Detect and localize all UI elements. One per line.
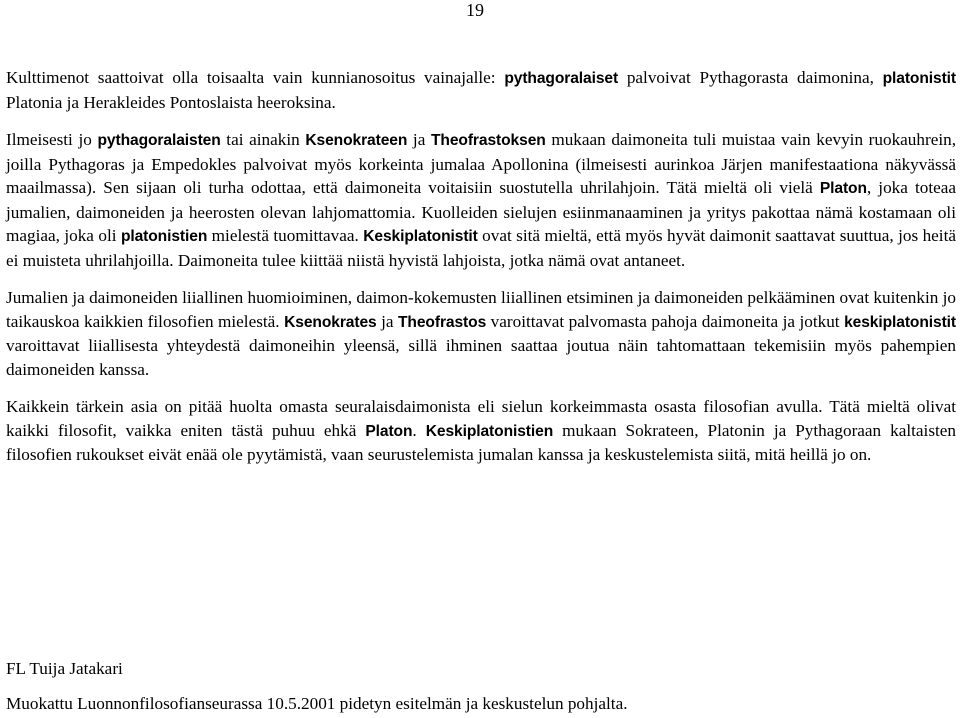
text-run: , joka toteaa jumalien, daimoneiden ja heerosten olevan lahjomattomia. Kuolleiden sielujen esiinmanaaminen ja yritys pakottaa nämä kostamaan oli magiaa, joka oli bbox=[6, 178, 957, 245]
text-run: palvoivat Pythagorasta daimonina, bbox=[618, 68, 883, 87]
paragraph-3 bbox=[6, 286, 956, 381]
text-run: ovat sitä mieltä, että myös hyvät daimonit saattavat suuttua, jos heitä ei muisteta uhrilahjoilla. Daimoneita tulee kiittää niistä hyvistä lahjoista, jotka nämä ovat antaneet. bbox=[6, 226, 956, 270]
source-note: Muokattu Luonnonfilosofianseurassa 10.5.2001 pidetyn esitelmän ja keskustelun pohjalta. bbox=[6, 694, 628, 713]
bold-term: Ksenokrates bbox=[284, 313, 377, 331]
bold-term: Platon bbox=[365, 422, 413, 440]
paragraph-2 bbox=[6, 128, 956, 272]
text-run: mielestä tuomittavaa. bbox=[207, 226, 364, 245]
bold-term: platonistien bbox=[120, 228, 208, 245]
bold-term: keskiplatonistit bbox=[844, 313, 956, 331]
bold-term: Keskiplatonistien bbox=[425, 422, 554, 440]
text-run: Kaikkein tärkein asia on pitää huolta omasta seuralaisdaimonista eli sielun korkeimmasta osasta filosofian avulla. Tätä mieltä olivat kaikki filosofit, vaikka eniten tästä puhuu ehkä bbox=[6, 397, 956, 440]
text-run: ja bbox=[376, 311, 398, 331]
paragraph-4 bbox=[6, 395, 956, 467]
text-run: ja bbox=[407, 130, 431, 149]
paragraph-1 bbox=[6, 66, 956, 114]
article-body bbox=[6, 66, 956, 467]
text-run: mukaan Sokrateen, Platonin ja Pythagoraan kaltaisten filosofien rukoukset eivät enää ole pyytämistä, vaan seurustelemista jumalan kanssa ja keskustelemista siitä, mitä heillä jo on. bbox=[6, 420, 957, 464]
page-number: 19 bbox=[466, 0, 484, 20]
bold-term: Ksenokrateen bbox=[305, 132, 408, 149]
text-run: varoittavat liiallisesta yhteydestä daimoneihin yleensä, sillä ihminen saattaa joutua näin tahtomattaan tekemisiin myös pahempien daimoneiden kanssa. bbox=[6, 336, 956, 379]
text-run: varoittavat palvomasta pahoja daimoneita ja jotkut bbox=[486, 311, 845, 331]
bold-term: pythagoralaisten bbox=[97, 132, 221, 149]
bold-term: Theofrastos bbox=[398, 313, 487, 331]
bold-term: platonistit bbox=[882, 70, 956, 87]
text-run: mukaan daimoneita tuli muistaa vain kevyin ruokauhrein, joilla Pythagoras ja Empedokles palvoivat myös korkeinta jumalaa Apollonina (ilmeisesti aurinkoa Järjen manifestaationa näkyvässä maailmassa). Sen sijaan oli turha odottaa, että daimoneita voitaisiin suostutella uhrilahjoin. Tätä mieltä oli vielä bbox=[6, 130, 957, 197]
bold-term: Platon bbox=[819, 180, 867, 197]
text-run: Kulttimenot saattoivat olla toisaalta vain kunnianosoitus vainajalle: bbox=[6, 68, 505, 87]
text-run: Jumalien ja daimoneiden liiallinen huomioiminen, daimon-kokemusten liiallinen etsiminen ja daimoneiden pelkääminen ovat kuitenkin jo taikauskoa kaikkien filosofien mielestä. bbox=[6, 288, 956, 331]
bold-term: Keskiplatonistit bbox=[363, 228, 478, 245]
author-signature: FL Tuija Jatakari bbox=[6, 659, 123, 678]
bold-term: Theofrastoksen bbox=[430, 132, 546, 149]
text-run: Platonia ja Herakleides Pontoslaista heeroksina. bbox=[6, 92, 336, 112]
text-run: tai ainakin bbox=[220, 130, 306, 149]
text-run: . bbox=[412, 420, 426, 440]
bold-term: pythagoralaiset bbox=[504, 70, 619, 87]
text-run: Ilmeisesti jo bbox=[6, 130, 98, 149]
